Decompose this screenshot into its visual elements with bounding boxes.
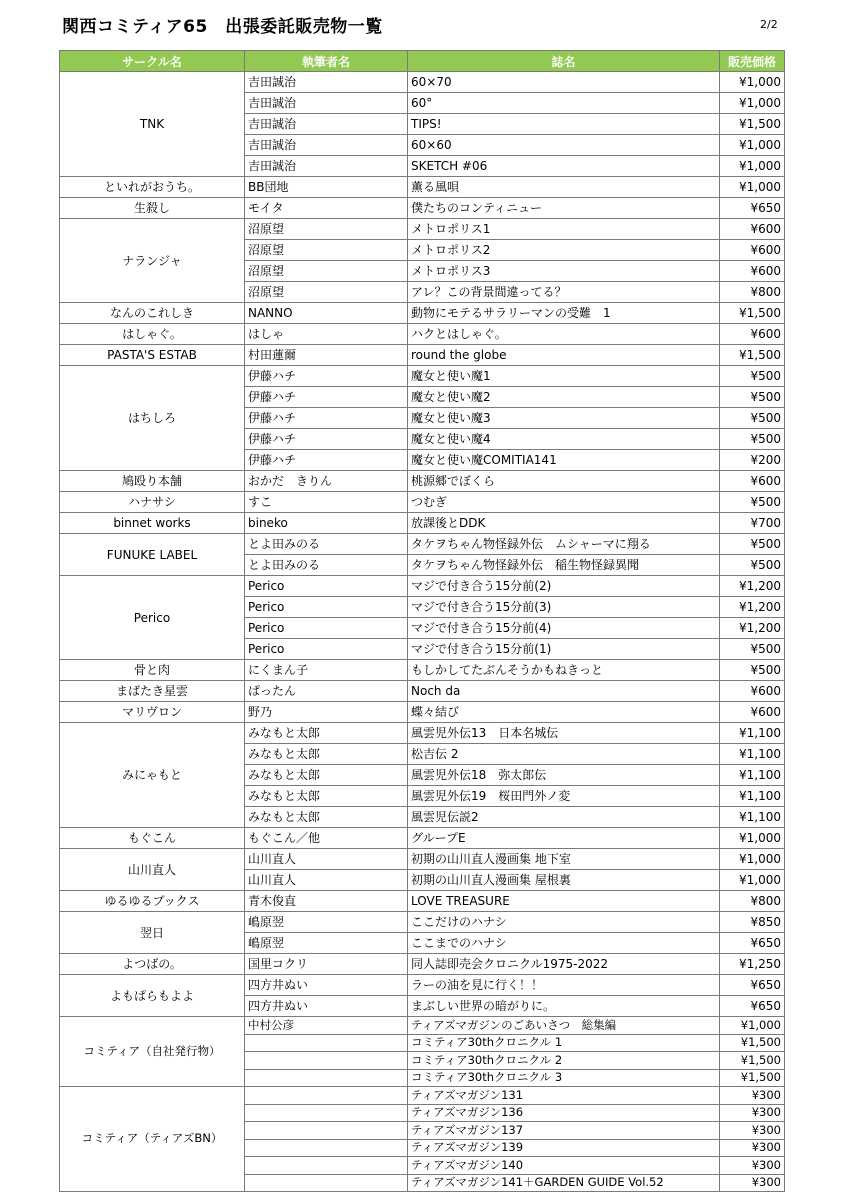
price: ¥850 [720,912,785,933]
book-title: まぶしい世界の暗がりに。 [408,996,720,1017]
author-name: 山川直人 [245,849,408,870]
author-name: 青木俊直 [245,891,408,912]
author-name: はしゃ [245,324,408,345]
author-name: みなもと太郎 [245,786,408,807]
circle-name: 山川直人 [60,849,245,891]
book-title: 動物にモテるサラリーマンの受難 1 [408,303,720,324]
author-name: bineko [245,513,408,534]
book-title: ラーの油を見に行く！！ [408,975,720,996]
price: ¥500 [720,408,785,429]
book-title: マジで付き合う15分前(4) [408,618,720,639]
price: ¥1,500 [720,114,785,135]
book-title: 初期の山川直人漫画集 屋根裏 [408,870,720,891]
circle-name: FUNUKE LABEL [60,534,245,576]
price: ¥700 [720,513,785,534]
author-name [245,1174,408,1192]
circle-name: みにゃもと [60,723,245,828]
price: ¥300 [720,1087,785,1105]
circle-name: binnet works [60,513,245,534]
book-title: round the globe [408,345,720,366]
price: ¥1,100 [720,723,785,744]
book-title: 60° [408,93,720,114]
author-name: 吉田誠治 [245,156,408,177]
price: ¥1,200 [720,618,785,639]
author-name: とよ田みのる [245,555,408,576]
table-row [60,198,785,219]
author-name: 山川直人 [245,870,408,891]
price: ¥600 [720,240,785,261]
circle-name: もぐこん [60,828,245,849]
column-header-circle: サークル名 [60,51,245,72]
price: ¥1,250 [720,954,785,975]
book-title: ティアズマガジン131 [408,1087,720,1105]
book-title: グループE [408,828,720,849]
circle-name: 翌日 [60,912,245,954]
book-title: メトロポリス3 [408,261,720,282]
price: ¥500 [720,639,785,660]
price: ¥650 [720,996,785,1017]
author-name [245,1087,408,1105]
price: ¥1,500 [720,1069,785,1087]
book-title: 風雲児外伝18 弥太郎伝 [408,765,720,786]
book-title: 蝶々結び [408,702,720,723]
author-name: 沼原望 [245,240,408,261]
author-name: ぱったん [245,681,408,702]
table-body [60,72,785,1017]
table-row [60,471,785,492]
author-name: 伊藤ハチ [245,429,408,450]
price: ¥1,000 [720,1017,785,1035]
circle-name: ナランジャ [60,219,245,303]
price: ¥800 [720,282,785,303]
book-title: SKETCH #06 [408,156,720,177]
book-title: コミティア30thクロニクル 1 [408,1034,720,1052]
author-name: 吉田誠治 [245,93,408,114]
price: ¥600 [720,681,785,702]
page-number: 2/2 [760,18,778,31]
book-title: タケヲちゃん物怪録外伝 稲生物怪録異聞 [408,555,720,576]
author-name: おかだ きりん [245,471,408,492]
book-title: TIPS! [408,114,720,135]
book-title: ここだけのハナシ [408,912,720,933]
author-name: 野乃 [245,702,408,723]
author-name: 沼原望 [245,261,408,282]
book-title: ティアズマガジン140 [408,1157,720,1175]
author-name: 伊藤ハチ [245,366,408,387]
price: ¥1,000 [720,72,785,93]
table-row [60,954,785,975]
price: ¥650 [720,198,785,219]
price: ¥1,100 [720,765,785,786]
price: ¥1,000 [720,135,785,156]
price: ¥600 [720,471,785,492]
table-row [60,72,785,93]
price: ¥600 [720,702,785,723]
book-title: ティアズマガジン141＋GARDEN GUIDE Vol.52 [408,1174,720,1192]
book-title: 風雲児外伝13 日本名城伝 [408,723,720,744]
author-name [245,1122,408,1140]
table-row [60,1087,785,1105]
table-row [60,324,785,345]
circle-name: マリヴロン [60,702,245,723]
table-row [60,366,785,387]
author-name [245,1104,408,1122]
book-title: ティアズマガジン137 [408,1122,720,1140]
price: ¥300 [720,1139,785,1157]
table-row [60,849,785,870]
book-title: LOVE TREASURE [408,891,720,912]
author-name: 吉田誠治 [245,72,408,93]
circle-name: といれがおうち。 [60,177,245,198]
table-row [60,177,785,198]
table-row [60,681,785,702]
author-name: みなもと太郎 [245,807,408,828]
author-name: 沼原望 [245,219,408,240]
price: ¥1,000 [720,177,785,198]
author-name: とよ田みのる [245,534,408,555]
column-header-author: 執筆者名 [245,51,408,72]
price: ¥500 [720,555,785,576]
book-title: ティアズマガジン139 [408,1139,720,1157]
author-name: 四方井ぬい [245,996,408,1017]
author-name: Perico [245,639,408,660]
book-title: 風雲児伝説2 [408,807,720,828]
author-name [245,1052,408,1070]
table-row [60,702,785,723]
circle-name: 骨と肉 [60,660,245,681]
book-title: マジで付き合う15分前(2) [408,576,720,597]
price: ¥1,000 [720,93,785,114]
book-title: 魔女と使い魔1 [408,366,720,387]
author-name: みなもと太郎 [245,744,408,765]
circle-name: よつばの。 [60,954,245,975]
price: ¥1,000 [720,870,785,891]
author-name: 村田蓮爾 [245,345,408,366]
circle-name: TNK [60,72,245,177]
book-title: メトロポリス1 [408,219,720,240]
author-name: BB団地 [245,177,408,198]
author-name: すこ [245,492,408,513]
table-row [60,303,785,324]
circle-name: 鳩殴り本舗 [60,471,245,492]
price: ¥1,000 [720,156,785,177]
circle-name: ハナサシ [60,492,245,513]
book-title: マジで付き合う15分前(3) [408,597,720,618]
book-title: 魔女と使い魔4 [408,429,720,450]
table-row [60,975,785,996]
price: ¥1,200 [720,597,785,618]
price: ¥600 [720,219,785,240]
book-title: 桃源郷でぼくら [408,471,720,492]
circle-name: よもぱらもよよ [60,975,245,1017]
author-name [245,1069,408,1087]
circle-name: コミティア（ティアズBN） [60,1087,245,1192]
price: ¥300 [720,1104,785,1122]
price: ¥500 [720,660,785,681]
book-title: 初期の山川直人漫画集 地下室 [408,849,720,870]
author-name: 吉田誠治 [245,135,408,156]
book-title: コミティア30thクロニクル 2 [408,1052,720,1070]
book-title: 放課後とDDK [408,513,720,534]
book-title: 60×60 [408,135,720,156]
book-title: ここまでのハナシ [408,933,720,954]
circle-name: PASTA'S ESTAB [60,345,245,366]
author-name: 国里コクリ [245,954,408,975]
book-title: ハクとはしゃぐ。 [408,324,720,345]
table-body-compact [60,1017,785,1192]
author-name: 嶋原翌 [245,933,408,954]
author-name [245,1034,408,1052]
table-row [60,345,785,366]
price: ¥650 [720,975,785,996]
book-title: 同人誌即売会クロニクル1975-2022 [408,954,720,975]
price: ¥1,200 [720,576,785,597]
book-title: メトロポリス2 [408,240,720,261]
price: ¥500 [720,366,785,387]
price: ¥600 [720,324,785,345]
column-header-title: 誌名 [408,51,720,72]
price: ¥1,500 [720,303,785,324]
author-name: Perico [245,576,408,597]
circle-name: なんのこれしき [60,303,245,324]
circle-name: はちしろ [60,366,245,471]
price: ¥1,000 [720,849,785,870]
price: ¥650 [720,933,785,954]
author-name: もぐこん／他 [245,828,408,849]
author-name: 沼原望 [245,282,408,303]
table-row [60,534,785,555]
catalog-table [59,50,785,1192]
table-row [60,513,785,534]
author-name: 吉田誠治 [245,114,408,135]
table-row [60,492,785,513]
price: ¥1,000 [720,828,785,849]
book-title: Noch da [408,681,720,702]
author-name: NANNO [245,303,408,324]
circle-name: ゆるゆるブックス [60,891,245,912]
book-title: 魔女と使い魔3 [408,408,720,429]
price: ¥1,500 [720,345,785,366]
author-name: Perico [245,597,408,618]
page-title: 関西コミティア65 出張委託販売物一覧 [62,17,383,37]
book-title: 松吉伝 2 [408,744,720,765]
book-title: もしかしてたぶんそうかもねきっと [408,660,720,681]
book-title: マジで付き合う15分前(1) [408,639,720,660]
book-title: 魔女と使い魔COMITIA141 [408,450,720,471]
circle-name: Perico [60,576,245,660]
author-name: 中村公彦 [245,1017,408,1035]
price: ¥300 [720,1174,785,1192]
header-row [60,51,785,72]
table-row [60,891,785,912]
book-title: 60×70 [408,72,720,93]
price: ¥500 [720,492,785,513]
author-name: 伊藤ハチ [245,450,408,471]
author-name: 伊藤ハチ [245,387,408,408]
author-name: モイタ [245,198,408,219]
book-title: コミティア30thクロニクル 3 [408,1069,720,1087]
table-row [60,1017,785,1035]
book-title: つむぎ [408,492,720,513]
author-name: 四方井ぬい [245,975,408,996]
table-row [60,723,785,744]
circle-name: はしゃぐ。 [60,324,245,345]
author-name: Perico [245,618,408,639]
price: ¥800 [720,891,785,912]
book-title: 風雲児外伝19 桜田門外ノ変 [408,786,720,807]
author-name: にくまん子 [245,660,408,681]
book-title: 僕たちのコンティニュー [408,198,720,219]
price: ¥300 [720,1122,785,1140]
table-row [60,828,785,849]
book-title: ティアズマガジンのごあいさつ 総集編 [408,1017,720,1035]
price: ¥200 [720,450,785,471]
price: ¥500 [720,429,785,450]
book-title: ティアズマガジン136 [408,1104,720,1122]
price: ¥500 [720,534,785,555]
table-row [60,219,785,240]
circle-name: まばたき星雲 [60,681,245,702]
author-name [245,1139,408,1157]
author-name: 伊藤ハチ [245,408,408,429]
table-row [60,660,785,681]
table-row [60,912,785,933]
book-title: 薫る風唄 [408,177,720,198]
price: ¥1,500 [720,1034,785,1052]
price: ¥1,100 [720,744,785,765]
book-title: アレ？この背景間違ってる？ [408,282,720,303]
price: ¥1,100 [720,807,785,828]
book-title: 魔女と使い魔2 [408,387,720,408]
circle-name: コミティア（自社発行物） [60,1017,245,1087]
price: ¥1,500 [720,1052,785,1070]
price: ¥1,100 [720,786,785,807]
price: ¥600 [720,261,785,282]
author-name: みなもと太郎 [245,723,408,744]
circle-name: 生殺し [60,198,245,219]
author-name: 嶋原翌 [245,912,408,933]
table-row [60,576,785,597]
author-name [245,1157,408,1175]
price: ¥500 [720,387,785,408]
price: ¥300 [720,1157,785,1175]
author-name: みなもと太郎 [245,765,408,786]
book-title: タケヲちゃん物怪録外伝 ムシャーマに翔る [408,534,720,555]
column-header-price: 販売価格 [720,51,785,72]
